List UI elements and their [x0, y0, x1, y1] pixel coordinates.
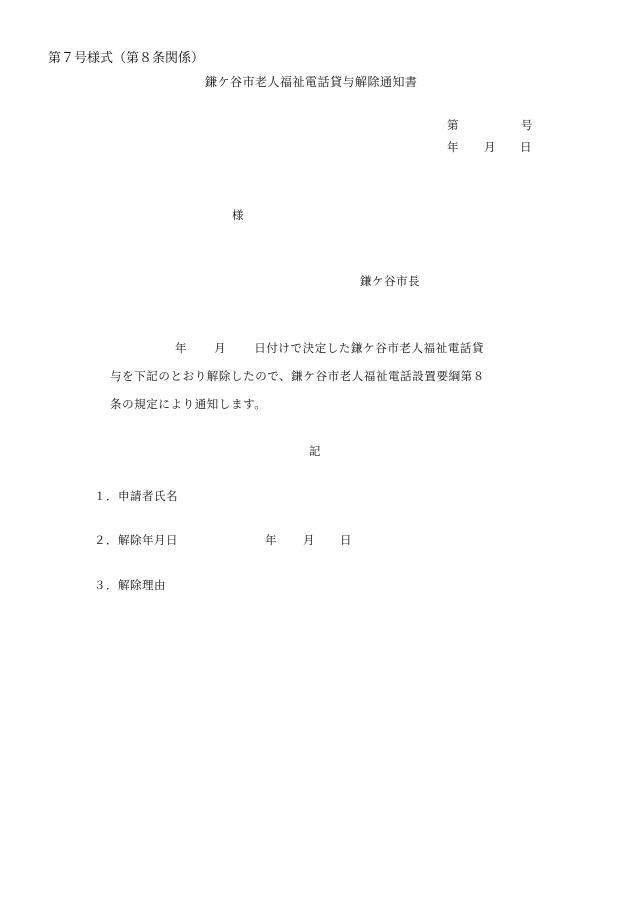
body-line-1: [175, 340, 484, 356]
release-date-day: 日: [340, 533, 352, 547]
issue-date-year: 年: [447, 140, 459, 154]
body-line-1-text: 日付けで決定した鎌ケ谷市老人福祉電話貸: [254, 341, 485, 355]
addressee-honorific: 様: [232, 208, 244, 222]
issue-date-month: 月: [484, 140, 496, 154]
body-line-3: 条の規定により通知します。: [110, 397, 267, 411]
issuer-name: 鎌ケ谷市長: [360, 274, 420, 288]
document-number-suffix: 号: [521, 118, 533, 132]
item-applicant-name: １．申請者氏名: [94, 489, 178, 503]
body-line-2: 与を下記のとおり解除したので、鎌ケ谷市老人福祉電話設置要綱第８: [110, 369, 485, 383]
body-year: 年: [175, 341, 188, 355]
body-month: 月: [214, 341, 227, 355]
ki-heading: 記: [309, 444, 321, 458]
release-date-year: 年: [265, 533, 277, 547]
document-number-prefix: 第: [447, 118, 459, 132]
form-number: 第７号様式（第８条関係）: [48, 51, 205, 66]
item-release-reason: ３．解除理由: [94, 578, 166, 592]
release-date-month: 月: [303, 533, 315, 547]
item-release-date: ２．解除年月日: [94, 533, 178, 547]
document-title: 鎌ケ谷市老人福祉電話貸与解除通知書: [205, 75, 418, 89]
issue-date-day: 日: [520, 140, 532, 154]
